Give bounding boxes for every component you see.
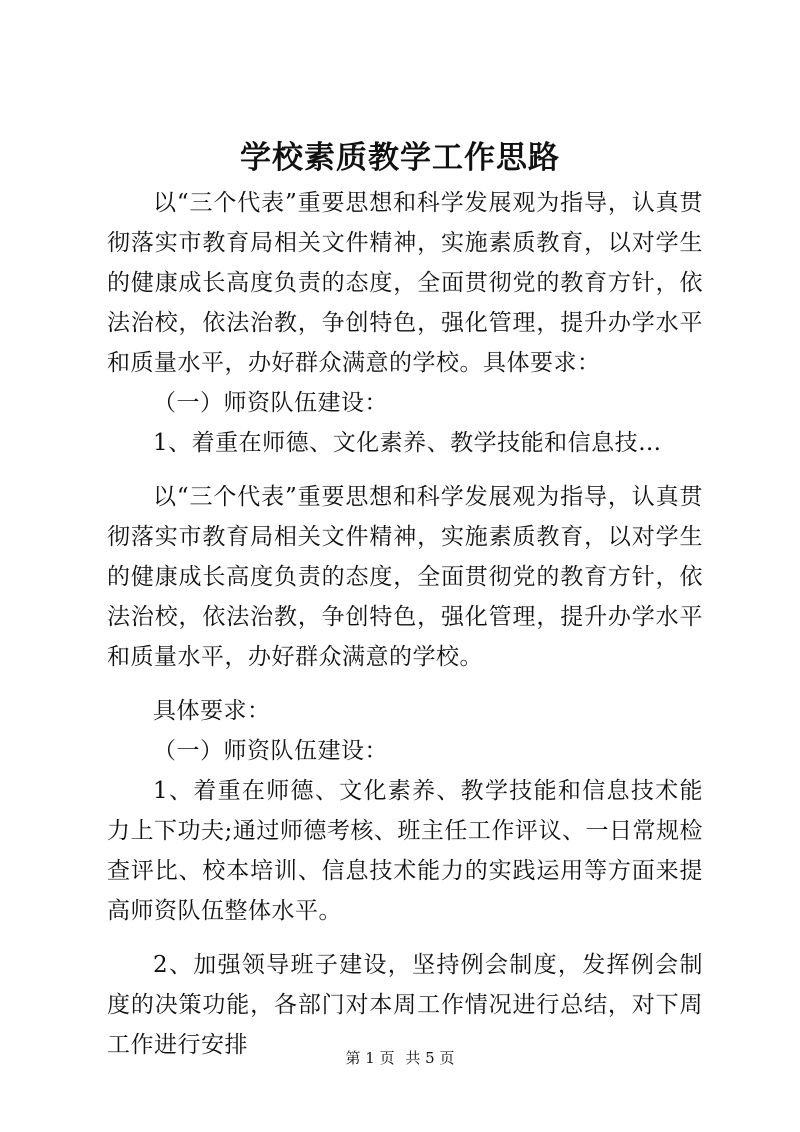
page-number: 第 1 页	[345, 1049, 395, 1067]
paragraph-intro-repeat: 以“三个代表”重要思想和科学发展观为指导，认真贯彻落实市教育局相关文件精神，实施素质教育，以对学生的健康成长高度负责的态度，全面贯彻党的教育方针，依法治校，依法治教，争创特色，强化管理，提升办学水平和质量水平，办好群众满意的学校。	[107, 484, 703, 670]
document-title: 学校素质教学工作思路	[240, 140, 560, 176]
paragraph-section-heading-repeat: （一）师资队伍建设：	[153, 738, 388, 764]
paragraph-truncated-item: 1、着重在师德、文化素养、教学技能和信息技…	[153, 430, 662, 456]
paragraph-item-1: 1、着重在师德、文化素养、教学技能和信息技术能力上下功夫;通过师德考核、班主任工作评议、一日常规检查评比、校本培训、信息技术能力的实践运用等方面来提高师资队伍整体水平。	[107, 778, 703, 924]
paragraph-requirements-label: 具体要求：	[153, 698, 271, 724]
page-total: 共 5 页	[405, 1049, 455, 1067]
page-footer	[0, 1048, 800, 1068]
paragraph-section-heading: （一）师资队伍建设：	[153, 390, 388, 416]
paragraph-intro: 以“三个代表”重要思想和科学发展观为指导，认真贯彻落实市教育局相关文件精神，实施素质教育，以对学生的健康成长高度负责的态度，全面贯彻党的教育方针，依法治校，依法治教，争创特色，强化管理，提升办学水平和质量水平，办好群众满意的学校。具体要求：	[107, 190, 703, 376]
paragraph-item-2: 2、加强领导班子建设，坚持例会制度，发挥例会制度的决策功能，各部门对本周工作情况进行总结，对下周工作进行安排	[107, 952, 703, 1058]
document-body	[107, 183, 703, 1065]
